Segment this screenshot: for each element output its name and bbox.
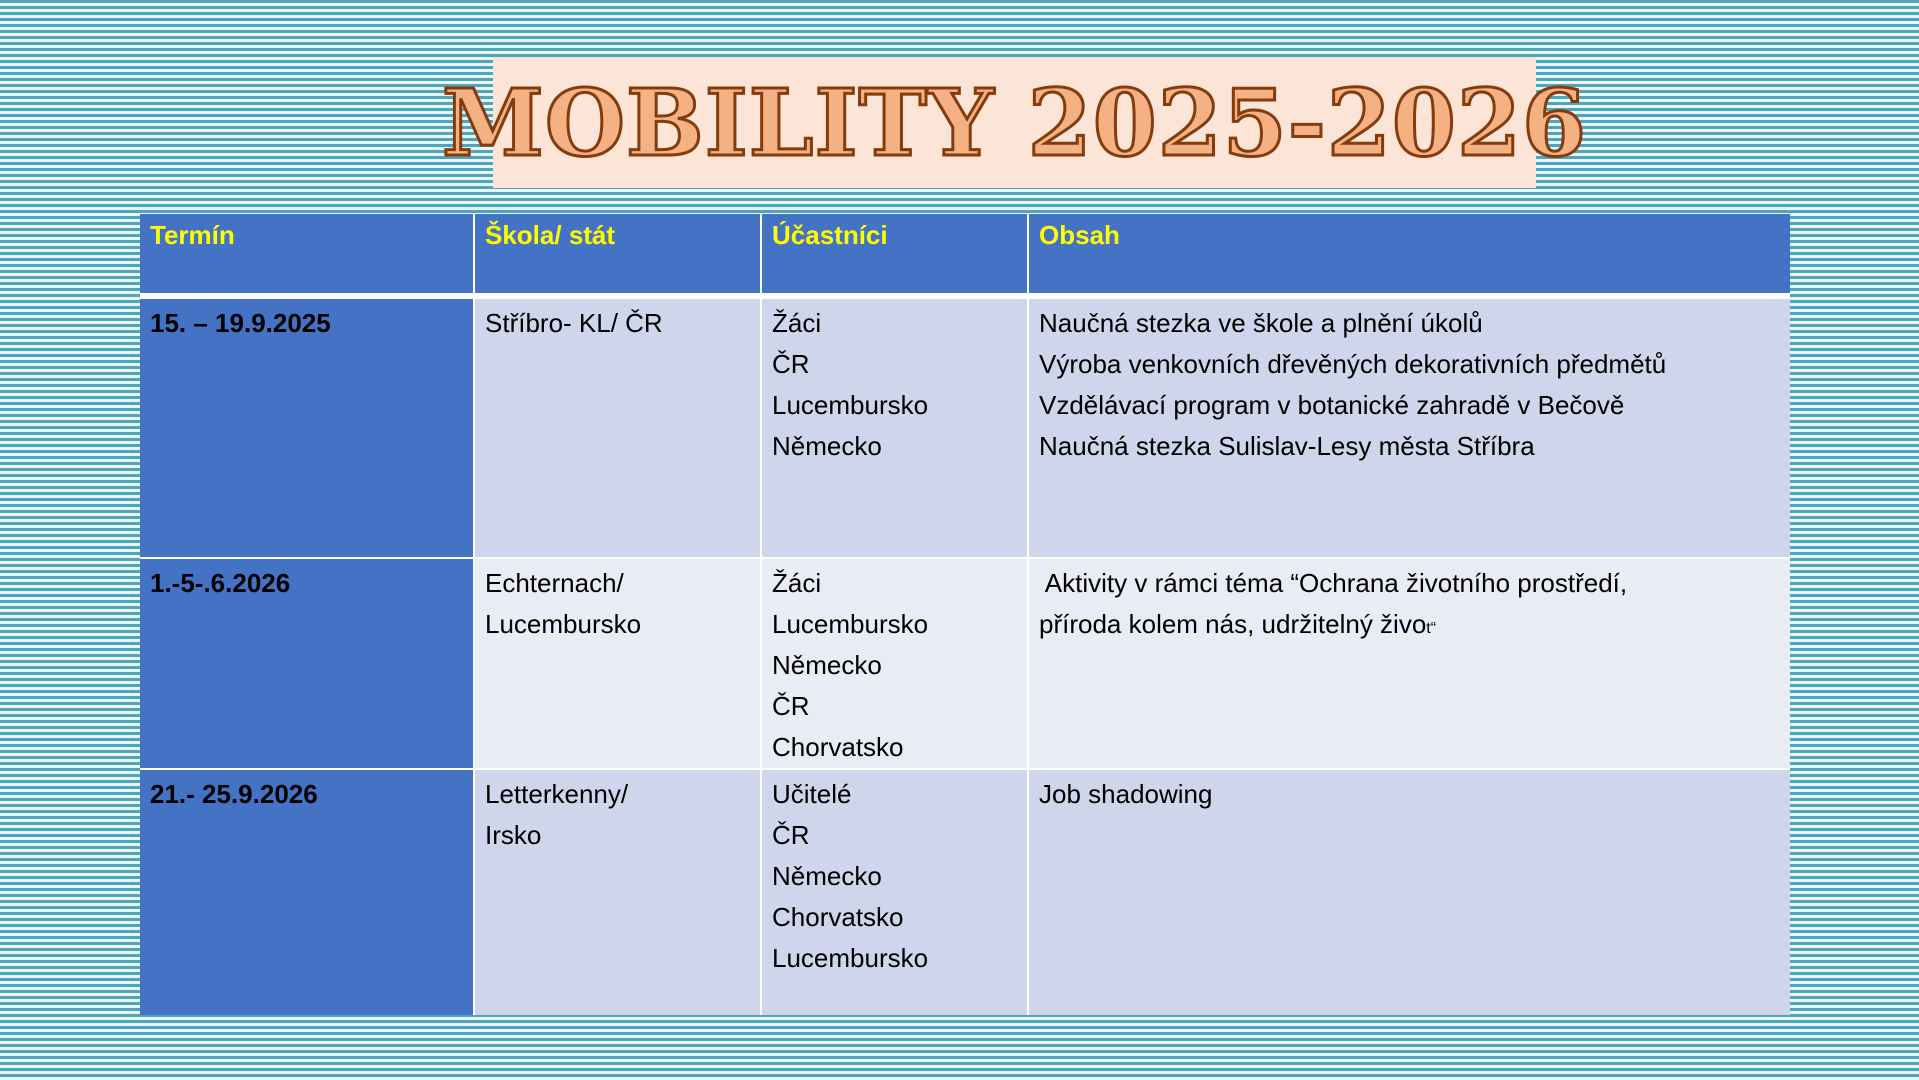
table-row — [140, 769, 1790, 1015]
obsah-line: Naučná stezka Sulislav-Lesy města Stříbra — [1039, 431, 1535, 461]
obsah-line-main: příroda kolem nás, udržitelný živo — [1039, 608, 1427, 639]
ucastnik-line: Chorvatsko — [772, 731, 904, 762]
obsah-line: Výroba venkovních dřevěných dekorativních předmětů — [1039, 349, 1667, 379]
obsah-cell — [1028, 558, 1790, 770]
termin-cell: 21.- 25.9.2026 — [140, 769, 474, 1015]
header-ucastnici: Účastníci — [761, 214, 1028, 296]
table-header-row — [140, 214, 1790, 296]
obsah-cell — [1028, 769, 1790, 1015]
skola-line: Lucembursko — [485, 608, 642, 639]
mobility-table-container — [140, 214, 1790, 1015]
ucastnici-cell — [761, 769, 1028, 1015]
termin-cell: 1.-5-.6.2026 — [140, 558, 474, 770]
obsah-line: Job shadowing — [1039, 779, 1213, 810]
skola-cell — [474, 769, 761, 1015]
header-obsah: Obsah — [1028, 214, 1790, 296]
skola-line: Stříbro- KL/ ČR — [485, 308, 663, 338]
ucastnici-cell — [761, 296, 1028, 558]
table-row — [140, 558, 1790, 770]
ucastnik-line: ČR — [772, 349, 810, 379]
ucastnik-line: Žáci — [772, 567, 822, 598]
skola-line: Irsko — [485, 820, 542, 851]
skola-line: Letterkenny/ — [485, 779, 629, 810]
obsah-line-small: t“ — [1426, 619, 1437, 637]
ucastnik-line: Německo — [772, 649, 882, 680]
obsah-line: Naučná stezka ve škole a plnění úkolů — [1039, 308, 1483, 338]
ucastnik-line: ČR — [772, 820, 810, 851]
ucastnici-cell — [761, 558, 1028, 770]
header-termin: Termín — [140, 214, 474, 296]
ucastnik-line: Lucembursko — [772, 608, 929, 639]
header-skola-stat: Škola/ stát — [474, 214, 761, 296]
page-title: MOBILITY 2025-2026 — [442, 68, 1587, 177]
ucastnik-line: Lucembursko — [772, 943, 929, 974]
obsah-line — [1039, 604, 1780, 649]
ucastnik-line: Učitelé — [772, 779, 852, 810]
skola-cell — [474, 558, 761, 770]
ucastnik-line: ČR — [772, 690, 810, 721]
skola-cell — [474, 296, 761, 558]
obsah-line: Aktivity v rámci téma “Ochrana životního prostředí, — [1039, 567, 1628, 598]
title-banner — [442, 57, 1587, 188]
ucastnik-line: Lucembursko — [772, 390, 929, 420]
ucastnik-line: Žáci — [772, 308, 822, 338]
skola-line: Echternach/ — [485, 567, 624, 598]
obsah-cell — [1028, 296, 1790, 558]
obsah-line: Vzdělávací program v botanické zahradě v Bečově — [1039, 390, 1625, 420]
ucastnik-line: Německo — [772, 861, 882, 892]
ucastnik-line: Chorvatsko — [772, 902, 904, 933]
ucastnik-line: Německo — [772, 431, 882, 461]
termin-cell: 15. – 19.9.2025 — [140, 296, 474, 558]
table-row — [140, 296, 1790, 558]
mobility-table — [140, 214, 1790, 1015]
